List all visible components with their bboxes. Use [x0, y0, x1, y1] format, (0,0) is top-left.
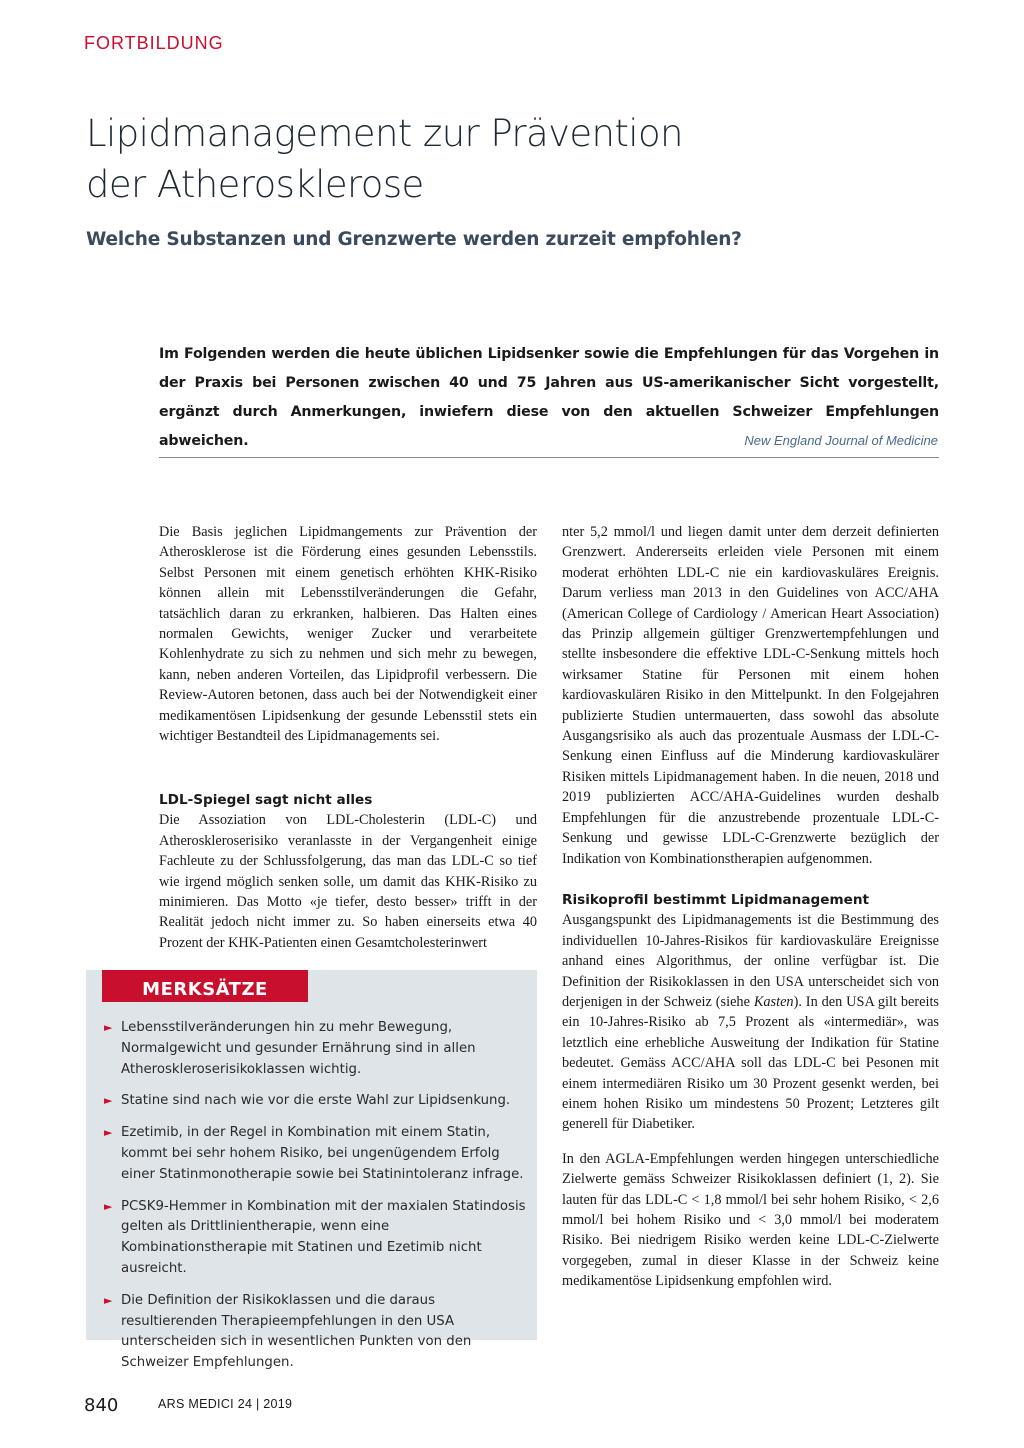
article-subtitle: Welche Substanzen und Grenzwerte werden zurzeit empfohlen?: [86, 229, 742, 250]
journal-name: ARS MEDICI 24 | 2019: [158, 1397, 293, 1411]
article-title: [86, 108, 683, 210]
body-paragraph: In den AGLA-Empfehlungen werden hingegen unterschiedliche Zielwerte gemäss Schweizer Risikoklassen definiert (1, 2). Sie lauten für das LDL-C < 1,8 mmol/l bei sehr hohem Risiko, < 2,6 mmol/l bei hohem Risiko und < 3,0 mmol/l bei moderatem Risiko. Bei niedrigem Risiko werden keine LDL-C-Zielwerte vorgegeben, zumal in dieser Klasse in der Schweiz keine medikamentöse Lipidsenkung empfohlen wird.: [562, 1150, 939, 1290]
page-number: 840: [84, 1395, 119, 1416]
source-credit: New England Journal of Medicine: [744, 433, 938, 448]
body-paragraph: nter 5,2 mmol/l und liegen damit unter dem derzeit definierten Grenzwert. Andererseits erleiden viele Personen mit einem moderat erhöhten LDL-C nie ein kardiovaskuläres Ereignis. Darum verliess man 2013 in den Guidelines von ACC/AHA (American College of Cardiology / American Heart Association) das Prinzip allgemein gültiger Grenzwertempfehlungen und stellte insbesondere die effektive LDL-C-Senkung mittels hoch wirksamer Statine für Personen mit einem hohen kardiovaskulären Risiko in den Mittelpunkt. In den Folgejahren publizierte Studien untermauerten, dass sowohl das absolute Ausgangsrisiko als auch das prozentuale Ausmass der LDL-C-Senkung einen Einfluss auf die Minderung kardiovaskulärer Risiken mittels Lipidmanagement haben. In die neuen, 2018 und 2019 publizierten ACC/AHA-Guidelines wurden deshalb Empfehlungen für die anzustrebende prozentuale LDL-C-Senkung und gewisse LDL-C-Grenzwerte bezüglich der Indikation von Kombinationstherapien aufgenommen.: [562, 524, 939, 867]
box-reference: Kasten: [753, 993, 794, 1010]
triangle-bullet-icon: ►: [104, 1293, 113, 1307]
key-point-item: ► Lebensstilveränderungen hin zu mehr Bewegung, Normalgewicht und gesunder Ernährung sind in allen Atheroskleroserisikoklassen wichtig.: [104, 1020, 476, 1077]
section-heading: Risikoprofil bestimmt Lipidmanagement: [562, 891, 870, 908]
body-column-1-section: [159, 790, 537, 953]
triangle-bullet-icon: ►: [104, 1094, 113, 1108]
key-point-item: ► Ezetimib, in der Regel in Kombination mit einem Statin, kommt bei sehr hohem Risiko, bei ungenügendem Erfolg einer Statinmonotherapie sowie bei Statinintoleranz infrage.: [104, 1125, 524, 1182]
key-point-item: ► PCSK9-Hemmer in Kombination mit der maxialen Statindosis gelten als Drittlinientherapie, wenn eine Kombinationstherapie mit Statinen und Ezetimib nicht ausreicht.: [104, 1198, 526, 1276]
body-paragraph: Die Assoziation von LDL-Cholesterin (LDL-C) und Atheroskleroserisiko veranlasste in der Vergangenheit einige Fachleute zu der Schlussfolgerung, das man das LDL-C so tief wie irgend möglich senken solle, um damit das KHK-Risiko zu minimieren. Das Motto «je tiefer, desto besser» trifft in der Realität jedoch nicht immer zu. So haben einerseits etwa 40 Prozent der KHK-Patienten einen Gesamtcholesterinwert: [159, 812, 537, 951]
key-points-title: MERKSÄTZE: [102, 970, 308, 1002]
key-points-list: [104, 1018, 528, 1385]
triangle-bullet-icon: ►: [104, 1199, 113, 1213]
triangle-bullet-icon: ►: [104, 1126, 113, 1140]
key-point-item: ► Die Definition der Risikoklassen und die daraus resultierenden Therapieempfehlungen in den USA unterscheiden sich in wesentlichen Punkten von den Schweizer Empfehlungen.: [104, 1292, 472, 1371]
triangle-bullet-icon: ►: [104, 1021, 113, 1034]
title-line-1: Lipidmanagement zur Prävention: [86, 112, 683, 155]
divider-rule: [159, 457, 939, 458]
title-line-2: der Atherosklerose: [86, 163, 424, 206]
lead-paragraph: Im Folgenden werden die heute üblichen Lipidsenker sowie die Empfehlungen für das Vorgehen in der Praxis bei Personen zwischen 40 und 75 Jahren aus US-amerikanischer Sicht vorgestellt, ergänzt durch Anmerkungen, inwiefern diese von den aktuellen Schweizer Empfehlungen abweichen.: [159, 346, 939, 449]
section-heading: LDL-Spiegel sagt nicht alles: [159, 792, 373, 808]
key-point-item: ► Statine sind nach wie vor die erste Wahl zur Lipidsenkung.: [104, 1091, 528, 1112]
section-kicker: FORTBILDUNG: [84, 33, 224, 53]
body-paragraph: Die Basis jeglichen Lipidmangements zur Prävention der Atherosklerose ist die Förderung eines gesunden Lebensstils. Selbst Personen mit einem genetisch erhöhten KHK-Risiko können allein mit Lebensstilveränderungen die Gefahr, tatsächlich daran zu erkranken, halbieren. Das Halten eines normalen Gewichts, weniger Zucker und verarbeitete Kohlenhydrate zu sich zu nehmen und sich mehr zu bewegen, kann, neben anderen Vorteilen, das Lipidprofil verbessern. Die Review-Autoren betonen, dass auch bei der Notwendigkeit einer medikamentösen Lipidsenkung der gesunde Lebensstil stets ein wichtiger Bestandteil des Lipidmanagements sei.: [159, 524, 537, 745]
body-column-1-top: [159, 522, 537, 746]
body-paragraph: Ausgangspunkt des Lipidmanagements ist die Bestimmung des individuellen 10-Jahres-Risikos für kardiovaskuläre Ereignisse anhand eines Algorithmus, der online verfügbar ist. Die Definition der Risikoklassen in den USA unterscheidet sich von derjenigen in der Schweiz (siehe Kasten). In den USA gilt bereits ein 10-Jahres-Risiko ab 7,5 Prozent als «intermediär», was letztlich eine erhebliche Ausweitung der Indikation für Statine bedeutet. Gemäss ACC/AHA soll das LDL-C bei Pesonen mit einem intermediären Risiko um 30 Prozent gesenkt werden, bei einem hohen Risiko um mindestens 50 Prozent; Letzteres gilt generell für Diabetiker.: [562, 912, 939, 1133]
body-column-2: [562, 522, 939, 1292]
